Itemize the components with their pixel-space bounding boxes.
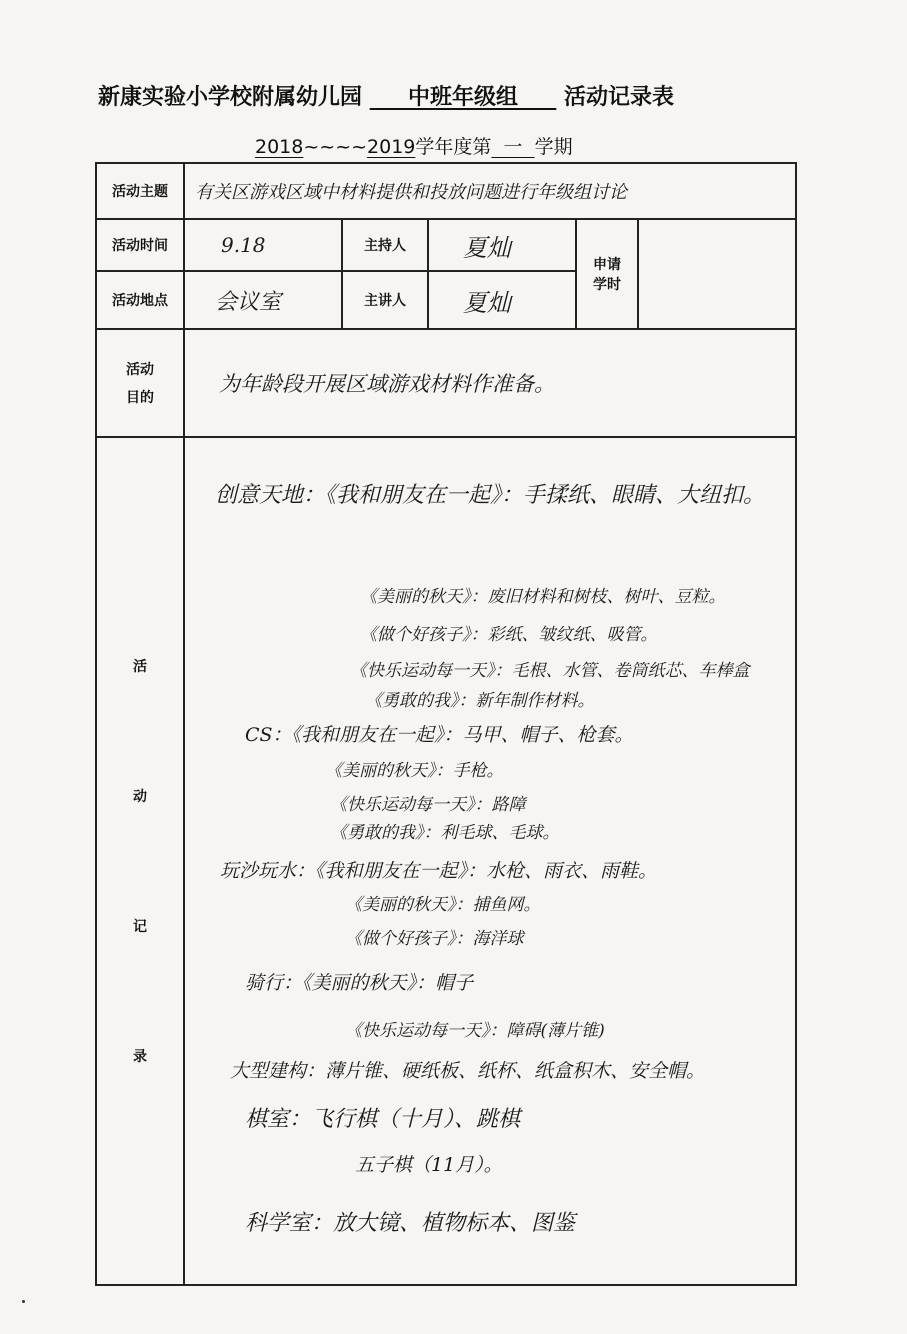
school-year-line	[255, 132, 573, 159]
record-line: 《快乐运动每一天》：路障	[330, 795, 526, 815]
value-speaker: 夏灿	[428, 271, 576, 329]
label-purpose-line2: 目的	[126, 390, 154, 406]
record-line: 五子棋（11月）。	[355, 1154, 503, 1176]
year-separator: ~~~~	[303, 136, 368, 158]
label-time: 活动时间	[96, 219, 184, 271]
semester-number: 一	[503, 136, 523, 158]
label-host: 主持人	[342, 219, 428, 271]
record-line: 《勇敢的我》：新年制作材料。	[365, 691, 595, 711]
value-host: 夏灿	[428, 219, 576, 271]
label-apply-time	[576, 219, 638, 329]
record-line: 《美丽的秋天》：捕鱼网。	[345, 895, 541, 915]
label-record-char3: 记	[133, 919, 147, 935]
label-purpose	[96, 329, 184, 437]
record-line: 骑行：《美丽的秋天》：帽子	[245, 972, 474, 994]
school-name: 新康实验小学校附属幼儿园	[98, 85, 363, 110]
year-end: 2019	[367, 136, 416, 158]
value-place: 会议室	[184, 271, 342, 329]
label-record-char2: 动	[133, 789, 147, 805]
stray-mark	[22, 1300, 25, 1303]
record-line: 创意天地：《我和朋友在一起》：手揉纸、眼睛、大纽扣。	[215, 483, 766, 508]
label-record	[96, 437, 184, 1285]
record-line: 玩沙玩水：《我和朋友在一起》：水枪、雨衣、雨鞋。	[220, 860, 658, 882]
value-apply-time	[638, 219, 796, 329]
form-name: 活动记录表	[563, 85, 674, 110]
year-start: 2018	[255, 136, 304, 158]
label-purpose-line1: 活动	[126, 362, 154, 378]
semester-suffix: 学期	[534, 136, 573, 158]
record-line: 《美丽的秋天》：废旧材料和树枝、树叶、豆粒。	[360, 587, 726, 607]
year-label: 学年度第	[415, 136, 492, 158]
record-line: 《快乐运动每一天》：障碍(薄片锥)	[345, 1021, 605, 1041]
label-record-char4: 录	[133, 1049, 147, 1065]
label-speaker: 主讲人	[342, 271, 428, 329]
value-time: 9.18	[184, 219, 342, 271]
value-purpose: 为年龄段开展区域游戏材料作准备。	[184, 329, 796, 437]
value-theme: 有关区游戏区域中材料提供和投放问题进行年级组讨论	[184, 163, 796, 219]
record-line: 《快乐运动每一天》：毛根、水管、卷筒纸芯、车棒盒	[350, 661, 750, 681]
record-line: 《做个好孩子》：彩纸、皱纹纸、吸管。	[360, 625, 658, 645]
record-line: CS：《我和朋友在一起》：马甲、帽子、枪套。	[245, 724, 634, 746]
record-line: 大型建构：薄片锥、硬纸板、纸杯、纸盒积木、安全帽。	[230, 1060, 706, 1082]
label-place: 活动地点	[96, 271, 184, 329]
record-line: 科学室：放大镜、植物标本、图鉴	[245, 1211, 576, 1236]
record-line: 棋室：飞行棋（十月）、跳棋	[245, 1107, 521, 1132]
form-title	[98, 80, 818, 111]
record-line: 《做个好孩子》：海洋球	[345, 929, 524, 949]
label-record-char1: 活	[133, 659, 147, 675]
record-line: 《勇敢的我》：利毛球、毛球。	[330, 823, 560, 843]
record-line: 《美丽的秋天》：手枪。	[325, 761, 504, 781]
label-apply-time-line1: 申请	[593, 257, 621, 273]
label-apply-time-line2: 学时	[593, 277, 621, 293]
label-theme: 活动主题	[96, 163, 184, 219]
record-content	[184, 437, 796, 1285]
activity-record-table	[95, 162, 797, 1286]
grade-group: 中班年级组	[407, 85, 518, 110]
